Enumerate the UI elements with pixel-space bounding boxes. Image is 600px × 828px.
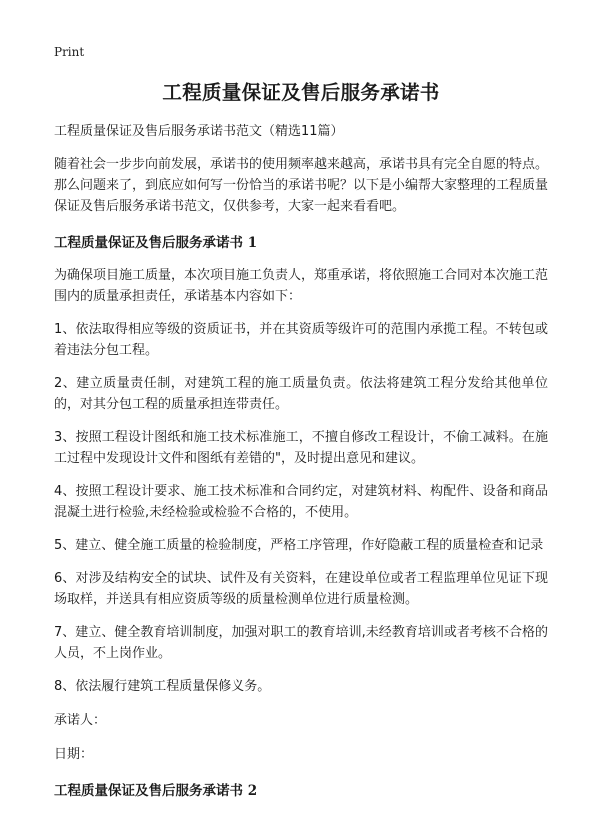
- print-link[interactable]: Print: [54, 45, 85, 59]
- commitment-item-1: 1、依法取得相应等级的资质证书，并在其资质等级许可的范围内承揽工程。不转包或着违法分包工程。: [54, 322, 548, 358]
- promisor-label: 承诺人：: [54, 713, 107, 728]
- intro-paragraph: 随着社会一步步向前发展，承诺书的使用频率越来越高，承诺书具有完全自愿的特点。那么问题来了，到底应如何写一份恰当的承诺书呢？以下是小编帮大家整理的工程质量保证及售后服务承诺书范文，仅供参考，大家一起来看看吧。: [54, 157, 549, 214]
- commitment-item-5: 5、建立、健全施工质量的检验制度，严格工序管理，作好隐蔽工程的质量检查和记录: [54, 538, 544, 553]
- section-1-heading: 工程质量保证及售后服务承诺书 1: [54, 235, 258, 251]
- document-subtitle: 工程质量保证及售后服务承诺书范文（精选11篇）: [54, 124, 344, 139]
- commitment-item-3: 3、按照工程设计图纸和施工技术标准施工，不擅自修改工程设计，不偷工减料。在施工过程中发现设计文件和图纸有差错的"，及时提出意见和建议。: [54, 430, 548, 466]
- document-body: [54, 80, 548, 801]
- commitment-item-8: 8、依法履行建筑工程质量保修义务。: [54, 679, 271, 694]
- section-1-intro: 为确保项目施工质量，本次项目施工负责人，郑重承诺，将依照施工合同对本次施工范围内的质量承担责任，承诺基本内容如下：: [54, 268, 549, 304]
- commitment-item-6: 6、对涉及结构安全的试块、试件及有关资料，在建设单位或者工程监理单位见证下现场取样，并送具有相应资质等级的质量检测单位进行质量检测。: [54, 571, 548, 607]
- commitment-item-4: 4、按照工程设计要求、施工技术标准和合同约定，对建筑材料、构配件、设备和商品混凝土进行检验,未经检验或检验不合格的，不使用。: [54, 484, 548, 520]
- section-2-heading: 工程质量保证及售后服务承诺书 2: [54, 783, 258, 799]
- document-title: 工程质量保证及售后服务承诺书: [162, 81, 440, 104]
- date-label: 日期：: [54, 747, 94, 762]
- commitment-item-7: 7、建立、健全教育培训制度，加强对职工的教育培训,未经教育培训或者考核不合格的人员，不上岗作业。: [54, 625, 548, 661]
- commitment-item-2: 2、建立质量责任制，对建筑工程的施工质量负责。依法将建筑工程分发给其他单位的，对其分包工程的质量承担连带责任。: [54, 376, 548, 412]
